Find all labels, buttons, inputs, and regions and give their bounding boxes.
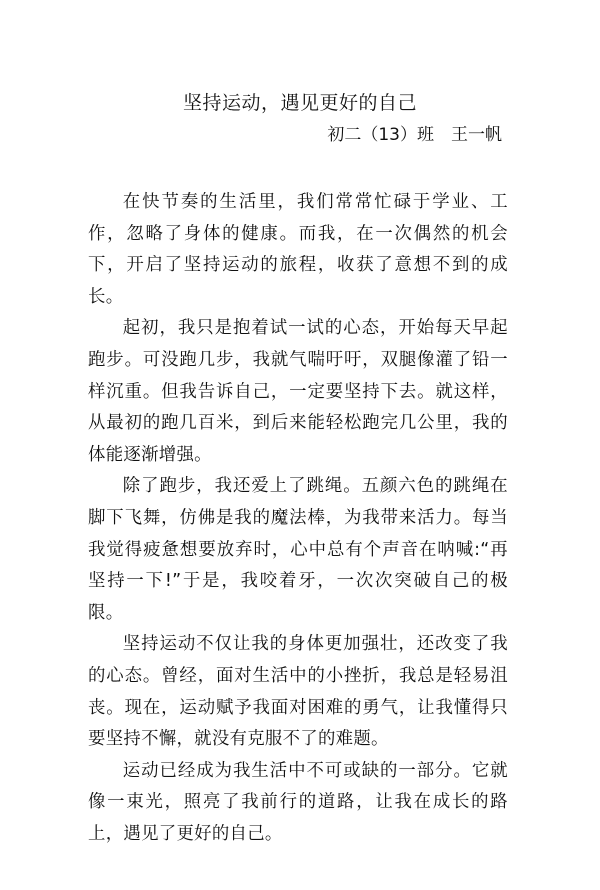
paragraph-2: 起初，我只是抱着试一试的心态，开始每天早起跑步。可没跑几步，我就气喘吁吁，双腿像灌了铅一样沉重。但我告诉自己，一定要坚持下去。就这样，从最初的跑几百米，到后来能轻松跑完几公里，我的体能逐渐增强。 bbox=[88, 318, 508, 465]
author-byline: 初二（13）班 王一帆 bbox=[327, 125, 502, 145]
paragraph-5: 运动已经成为我生活中不可或缺的一部分。它就像一束光，照亮了我前行的道路，让我在成长的路上，遇见了更好的自己。 bbox=[88, 760, 508, 844]
paragraph-1: 在快节奏的生活里，我们常常忙碌于学业、工作，忽略了身体的健康。而我，在一次偶然的机会下，开启了坚持运动的旅程，收获了意想不到的成长。 bbox=[88, 192, 508, 307]
paragraph-3: 除了跑步，我还爱上了跳绳。五颜六色的跳绳在脚下飞舞，仿佛是我的魔法棒，为我带来活力。每当我觉得疲惫想要放弃时，心中总有个声音在呐喊:“再坚持一下!”于是，我咬着牙，一次次突破自己的极限。 bbox=[88, 476, 508, 623]
paragraph-4: 坚持运动不仅让我的身体更加强壮，还改变了我的心态。曾经，面对生活中的小挫折，我总是轻易沮丧。现在，运动赋予我面对困难的勇气，让我懂得只要坚持不懈，就没有克服不了的难题。 bbox=[88, 634, 508, 750]
essay-body bbox=[88, 187, 508, 850]
essay-title: 坚持运动，遇见更好的自己 bbox=[182, 92, 417, 114]
